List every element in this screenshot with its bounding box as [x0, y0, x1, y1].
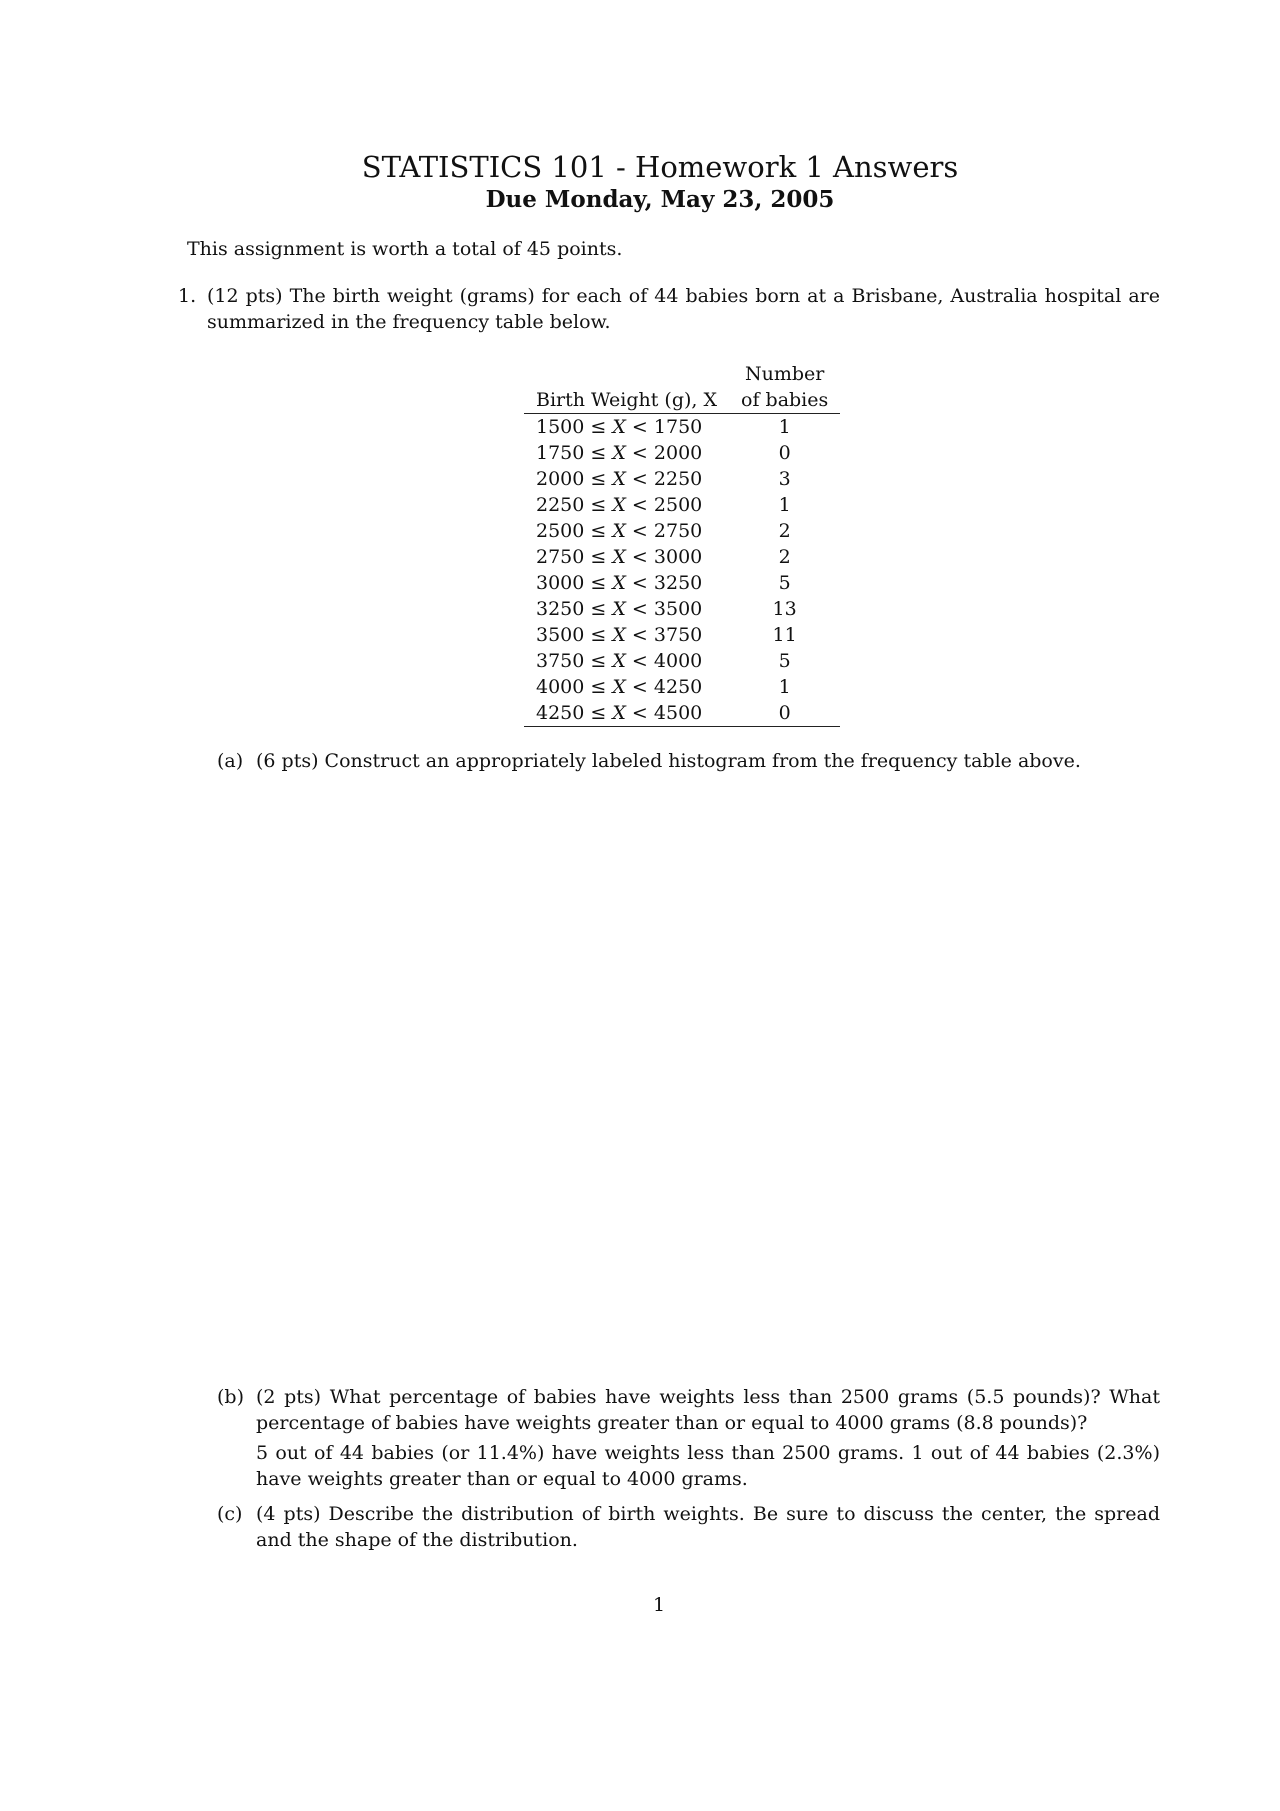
baby-count: 0 [729, 700, 840, 727]
page-title: STATISTICS 101 - Homework 1 Answers [361, 150, 959, 184]
range-low: 2250 [536, 494, 585, 516]
baby-count: 11 [772, 624, 797, 646]
range-high: 4000 [653, 650, 703, 672]
range-low: 1750 [536, 442, 585, 464]
table-row [524, 544, 840, 570]
range-low: 3500 [536, 624, 585, 646]
range-inequality: ≤ X < [584, 494, 654, 516]
baby-count: 2 [778, 520, 791, 542]
range-inequality: ≤ X < [584, 650, 654, 672]
baby-count: 0 [778, 442, 791, 464]
count-header-line2: of babies [729, 387, 840, 414]
range-low: 1500 [536, 416, 585, 438]
table-body [524, 414, 840, 727]
baby-count: 1 [778, 494, 791, 516]
part-a [217, 748, 1160, 774]
baby-count: 1 [778, 676, 791, 698]
weight-range [524, 648, 729, 674]
part-b-answer: 5 out of 44 babies (or 11.4%) have weights less than 2500 grams. 1 out of 44 babies (2.3%) have weights greater than or equal to 4000 grams. [256, 1442, 1160, 1490]
range-high: 2250 [653, 468, 703, 490]
range-inequality: ≤ X < [584, 546, 654, 568]
range-high: 2750 [653, 520, 703, 542]
part-a-label: (a) [217, 750, 244, 772]
range-high: 3750 [653, 624, 703, 646]
range-low: 4250 [536, 702, 585, 724]
range-low: 2500 [536, 520, 585, 542]
range-inequality: ≤ X < [584, 598, 654, 620]
weight-range [524, 700, 729, 727]
range-high: 2500 [653, 494, 703, 516]
weight-range [524, 570, 729, 596]
weight-range [524, 596, 729, 622]
range-high: 4500 [653, 702, 703, 724]
range-low: 3000 [536, 572, 585, 594]
range-high: 1750 [653, 416, 703, 438]
part-c-label: (c) [217, 1503, 243, 1525]
weight-range [524, 544, 729, 570]
weight-range [524, 622, 729, 648]
range-inequality: ≤ X < [584, 468, 654, 490]
table-row [524, 492, 840, 518]
table-row [524, 414, 840, 441]
range-inequality: ≤ X < [584, 676, 654, 698]
part-b-label: (b) [217, 1386, 244, 1408]
weight-range [524, 518, 729, 544]
table-row [524, 440, 840, 466]
baby-count: 5 [778, 572, 791, 594]
range-high: 4250 [653, 676, 703, 698]
range-low: 4000 [536, 676, 585, 698]
baby-count: 5 [778, 650, 791, 672]
range-inequality: ≤ X < [584, 572, 654, 594]
intro-text: This assignment is worth a total of 45 points. [187, 238, 623, 260]
range-high: 3500 [653, 598, 703, 620]
frequency-table [524, 361, 840, 727]
part-b-text: (2 pts) What percentage of babies have weights less than 2500 grams (5.5 pounds)? What percentage of babies have weights greater than or equal to 4000 grams (8.8 pounds)? [256, 1386, 1160, 1434]
weight-range [524, 492, 729, 518]
part-b [217, 1384, 1160, 1492]
count-header-line1: Number [744, 363, 825, 385]
table-row [524, 596, 840, 622]
table-row [524, 622, 840, 648]
question-number: 1. [178, 285, 197, 307]
due-date-subtitle: Due Monday, May 23, 2005 [485, 186, 835, 213]
table-row [524, 700, 840, 727]
baby-count: 13 [772, 598, 797, 620]
weight-range [524, 674, 729, 700]
part-a-text: (6 pts) Construct an appropriately labeled histogram from the frequency table above. [256, 750, 1081, 772]
range-inequality: ≤ X < [584, 702, 654, 724]
question-1 [178, 283, 1160, 335]
part-c [217, 1501, 1160, 1553]
baby-count: 3 [778, 468, 791, 490]
range-inequality: ≤ X < [584, 416, 654, 438]
weight-range [524, 440, 729, 466]
weight-range [524, 466, 729, 492]
range-inequality: ≤ X < [584, 520, 654, 542]
range-high: 3250 [653, 572, 703, 594]
page-number: 1 [652, 1594, 666, 1616]
table-row [524, 570, 840, 596]
baby-count: 1 [778, 416, 791, 438]
table-row [524, 648, 840, 674]
range-low: 2750 [536, 546, 585, 568]
range-low: 2000 [536, 468, 585, 490]
range-inequality: ≤ X < [584, 442, 654, 464]
table-row [524, 518, 840, 544]
question-text: (12 pts) The birth weight (grams) for each of 44 babies born at a Brisbane, Australia hospital are summarized in the frequency table below. [207, 285, 1160, 333]
table-row [524, 466, 840, 492]
range-low: 3250 [536, 598, 585, 620]
weight-range [524, 414, 729, 441]
range-high: 3000 [653, 546, 703, 568]
range-inequality: ≤ X < [584, 624, 654, 646]
range-low: 3750 [536, 650, 585, 672]
part-c-text: (4 pts) Describe the distribution of birth weights. Be sure to discuss the center, the spread and the shape of the distribution. [256, 1503, 1160, 1551]
range-high: 2000 [653, 442, 703, 464]
baby-count: 2 [778, 546, 791, 568]
table-row [524, 674, 840, 700]
range-header: Birth Weight (g), X [524, 387, 729, 414]
